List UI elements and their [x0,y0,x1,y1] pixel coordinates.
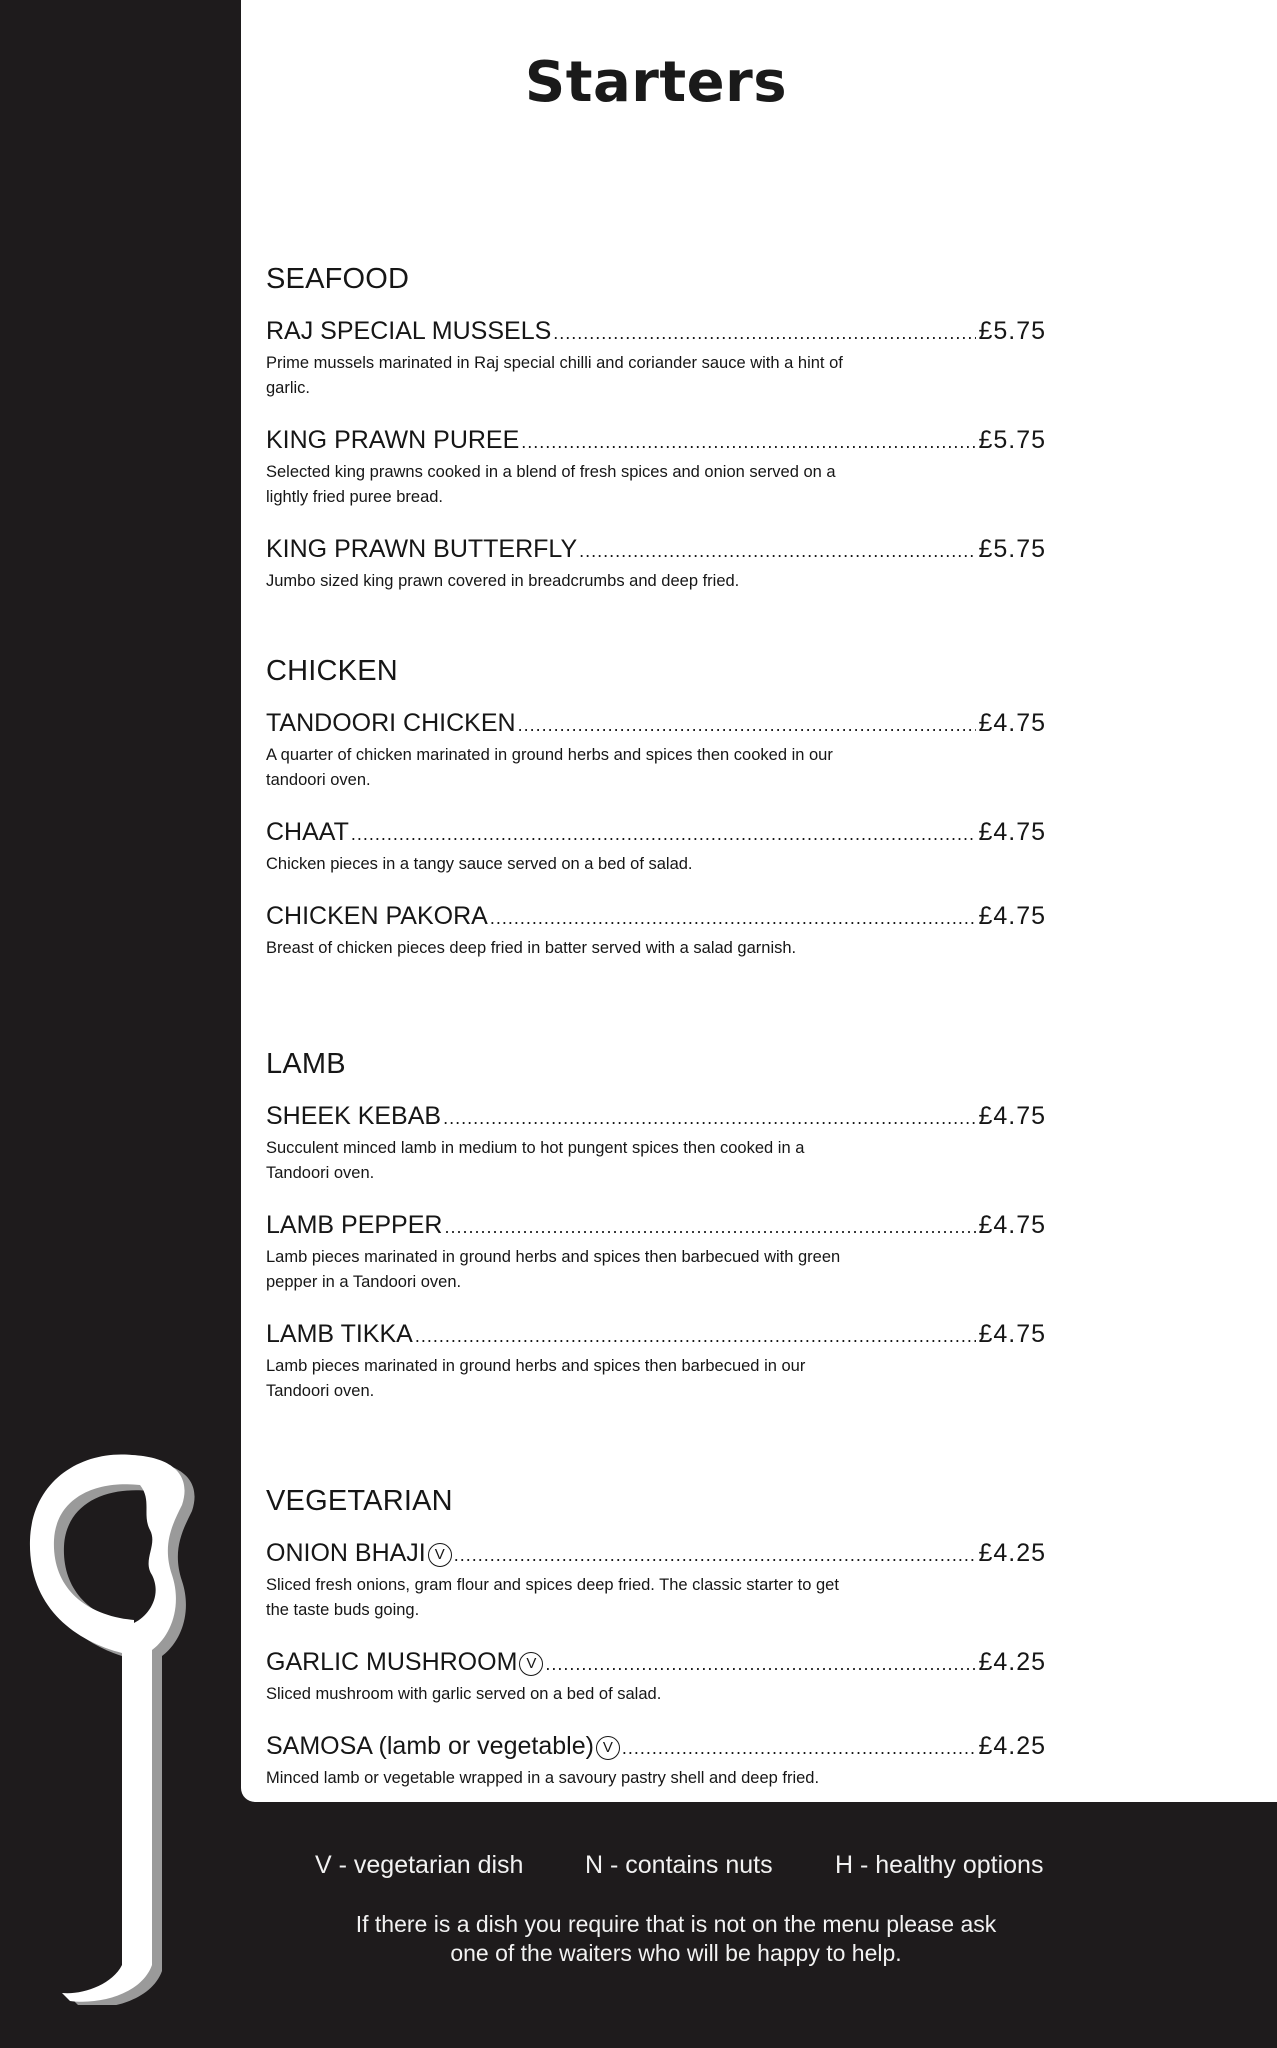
section-seafood [266,262,1046,618]
vegetarian-mark-icon: V [596,1736,620,1760]
item-name-text: SAMOSA (lamb or vegetable) [266,1732,594,1760]
item-description: Succulent minced lamb in medium to hot pungent spices then cooked in a Tandoori oven. [266,1139,805,1182]
item-price: £4.75 [978,1102,1046,1130]
menu-item [266,1647,1046,1707]
item-price: £4.75 [978,818,1046,846]
section-chicken [266,654,1046,985]
footer-note [241,1910,1111,1968]
item-name-text: ONION BHAJI [266,1539,426,1567]
item-description: Chicken pieces in a tangy sauce served on a bed of salad. [266,855,693,873]
menu-item [266,708,1046,793]
section-heading: SEAFOOD [266,263,410,295]
dot-leader [454,1540,977,1570]
item-name: CHAAT [266,818,349,846]
key-nuts: N - contains nuts [585,1851,773,1879]
vegetarian-mark-icon: V [428,1543,452,1567]
footer-note-line: one of the waiters who will be happy to help. [450,1940,902,1966]
item-price: £4.75 [978,1211,1046,1239]
menu-item [266,901,1046,961]
item-price: £4.75 [978,709,1046,737]
key-healthy: H - healthy options [835,1851,1044,1879]
menu-item [266,1538,1046,1623]
item-name: SHEEK KEBAB [266,1102,442,1130]
item-description: Lamb pieces marinated in ground herbs and spices then barbecued with green pepper in a Tandoori oven. [266,1248,841,1291]
section-heading: CHICKEN [266,655,398,687]
item-name [266,1538,452,1568]
section-lamb [266,1047,1046,1428]
item-name: RAJ SPECIAL MUSSELS [266,317,552,345]
dot-leader [553,318,976,348]
dot-leader [351,819,977,849]
item-price: £4.25 [978,1732,1046,1760]
dot-leader [415,1321,977,1351]
item-name: TANDOORI CHICKEN [266,709,516,737]
menu-item [266,425,1046,510]
item-price: £5.75 [978,317,1046,345]
dot-leader [518,710,977,740]
dot-leader [579,536,976,566]
dietary-key [241,1851,1277,1891]
item-description: Jumbo sized king prawn covered in breadcrumbs and deep fried. [266,572,740,590]
dot-leader [444,1212,976,1242]
section-heading: LAMB [266,1048,346,1080]
item-price: £4.75 [978,1320,1046,1348]
item-description: Sliced mushroom with garlic served on a bed of salad. [266,1685,662,1703]
item-price: £5.75 [978,426,1046,454]
dot-leader [443,1103,976,1133]
item-name [266,1731,620,1761]
page-title: Starters [524,50,788,115]
section-vegetarian [266,1484,1046,1815]
dot-leader [521,427,976,457]
item-price: £5.75 [978,535,1046,563]
item-description: Selected king prawns cooked in a blend of fresh spices and onion served on a lightly fried puree bread. [266,463,836,506]
item-description: Breast of chicken pieces deep fried in batter served with a salad garnish. [266,939,797,957]
item-price: £4.75 [978,902,1046,930]
dot-leader [622,1733,977,1763]
menu-item [266,1101,1046,1186]
item-description: Sliced fresh onions, gram flour and spices deep fried. The classic starter to get the taste buds going. [266,1576,839,1619]
menu-item [266,817,1046,877]
item-name: LAMB PEPPER [266,1211,443,1239]
item-name [266,1647,543,1677]
dot-leader [545,1649,976,1679]
item-description: Lamb pieces marinated in ground herbs and spices then barbecued in our Tandoori oven. [266,1357,806,1400]
section-heading: VEGETARIAN [266,1485,453,1517]
item-name: LAMB TIKKA [266,1320,413,1348]
item-description: A quarter of chicken marinated in ground herbs and spices then cooked in our tandoori oven. [266,746,833,789]
item-description: Minced lamb or vegetable wrapped in a savoury pastry shell and deep fried. [266,1769,820,1787]
menu-item [266,316,1046,401]
sword-hilt-icon [22,1445,212,2005]
vegetarian-mark-icon: V [519,1652,543,1676]
menu-item [266,534,1046,594]
footer-note-line: If there is a dish you require that is not on the menu please ask [355,1911,997,1937]
item-price: £4.25 [978,1539,1046,1567]
item-name: KING PRAWN BUTTERFLY [266,535,578,563]
key-vegetarian: V - vegetarian dish [315,1851,524,1879]
menu-item [266,1319,1046,1404]
dot-leader [490,903,977,933]
item-name: KING PRAWN PUREE [266,426,520,454]
item-price: £4.25 [978,1648,1046,1676]
item-name: CHICKEN PAKORA [266,902,488,930]
item-name-text: GARLIC MUSHROOM [266,1648,518,1676]
menu-item [266,1731,1046,1791]
item-description: Prime mussels marinated in Raj special chilli and coriander sauce with a hint of garlic. [266,354,843,397]
menu-item [266,1210,1046,1295]
